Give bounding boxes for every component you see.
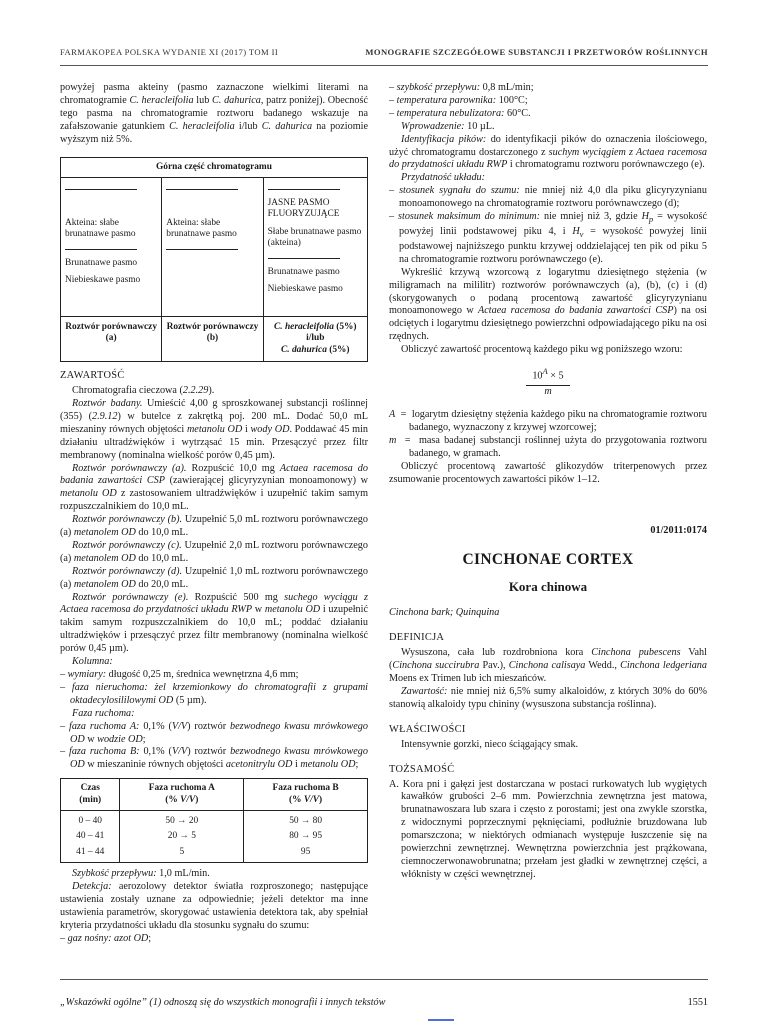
band-text: JASNE PASMO FLUORYZUJĄCE — [267, 197, 340, 220]
intro-paragraph: powyżej pasma akteiny (pasmo zaznaczone wielkimi literami na chromatogramie C. heracleifolia lub C. dahurica, patrz poniżej). Obecność tego pasma na chromatogramie roztworu badanego wskazuje na zafałszowanie gatunkiem C. heracleifolia i/lub C. dahurica na poziomie wyższym niż 5%. — [60, 82, 368, 145]
tlc-bands-table — [60, 157, 368, 363]
paragraph: Przydatność układu: — [401, 172, 486, 184]
english-names: Cinchona bark; Quinquina — [389, 607, 500, 619]
list-item: – temperatura nebulizatora: 60°C. — [389, 107, 531, 119]
paragraph: Faza ruchoma: — [72, 707, 135, 719]
band-text: Niebieskawe pasmo — [65, 275, 141, 286]
list-item: – stosunek sygnału do szumu: nie mniej niż 4,0 dla piku glicyryzynianu monoamonowego na chromatogramie roztworu porównawczego (d); — [389, 185, 707, 210]
paragraph: Intensywnie gorzki, nieco ściągający smak. — [401, 738, 579, 750]
paragraph: Roztwór badany. Umieścić 4,00 g sproszkowanej substancji roślinnej (355) (2.9.12) w butelce z zakrętką poj. 200 mL. Dodać 50,0 mL mieszaniny równych objętości metanolu OD i wody OD. Poddawać 45 min działaniu ultradźwięków i wytrząsać 15 min. Przesączyć przez filtr membranowy (nominalna wielkość porów 0,45 µm). — [60, 397, 368, 461]
table-header: Czas (min) — [61, 779, 120, 811]
paragraph: Chromatografia cieczowa (2.2.29). — [72, 385, 215, 397]
table-row — [61, 811, 368, 830]
paragraph: Roztwór porównawczy (e). Rozpuścić 500 mg suchego wyciągu z Actaea racemosa do przydatności układu RWP w metanolu OD i uzupełnić takim samym rozpuszczalnikiem do 10,0 mL; poddać działaniu ultradźwięków i przesączyć przez filtr membranowy (nominalna wielkość porów 0,45 µm). — [60, 591, 368, 655]
running-header-left: FARMAKOPEA POLSKA WYDANIE XI (2017) TOM II — [60, 47, 279, 57]
tlc-column-ref-a — [61, 177, 162, 316]
definition-item: A = logarytm dziesiętny stężenia każdego piku na chromatogramie roztworu badanego, wyznaczony z krzywej wzorcowej; — [389, 409, 707, 434]
band-text: Słabe brunatnawe pasmo (akteina) — [267, 226, 362, 249]
paragraph: Kolumna: — [72, 656, 113, 668]
list-item: – wymiary: długość 0,25 m, średnica wewnętrzna 4,6 mm; — [60, 669, 299, 680]
table-cell: 20 → 5 — [120, 829, 244, 844]
list-item: – gaz nośny: azot OD; — [60, 932, 152, 944]
monograph-title: CINCHONAE CORTEX — [462, 550, 634, 568]
table-row — [61, 845, 368, 863]
band-text: Brunatnawe pasmo — [267, 266, 340, 277]
table-cell: 50 → 80 — [244, 811, 368, 830]
footer-rule — [60, 979, 708, 980]
list-item: – szybkość przepływu: 0,8 mL/min; — [389, 82, 534, 93]
monograph-subtitle: Kora chinowa — [508, 578, 588, 594]
definition-item: m = masa badanej substancji roślinnej użyta do przygotowania roztworu badanego, w gramach. — [389, 435, 707, 460]
paragraph: Roztwór porównawczy (c). Uzupełnić 2,0 mL roztworu porównawczego (a) metanolem OD do 10,0 mL. — [60, 539, 368, 564]
paragraph: Identyfikacja pików: do identyfikacji pików do oznaczenia ilościowego, użyć chromatogramu dostarczonego z suchym wyciągiem z Actaea racemosa do przydatności układu RWP i chromatogramu roztworu porównawczego (e). — [389, 133, 708, 171]
table-cell: 5 — [120, 845, 244, 863]
page-number: 1551 — [687, 997, 708, 1008]
section-heading-definition: DEFINICJA — [389, 632, 445, 644]
link-marker[interactable] — [428, 1019, 454, 1021]
paragraph: Roztwór porównawczy (a). Rozpuścić 10,0 mg Actaea racemosa do badania zawartości CSP (zawierającej glicyryzynian monoamonowy) w metanolu OD z zastosowaniem ultradźwięków i uzupełnić takim samym rozpuszczalnikiem do 10,0 mL. — [60, 462, 368, 513]
table-heading: Górna część chromatogramu — [61, 157, 368, 177]
paragraph: Wprowadzenie: 10 µL. — [401, 120, 495, 132]
running-header-right: MONOGRAFIE SZCZEGÓŁOWE SUBSTANCJI I PRZETWORÓW ROŚLINNYCH — [365, 47, 708, 57]
monograph-id: 01/2011:0174 — [650, 524, 707, 536]
paragraph: Roztwór porównawczy (b). Uzupełnić 5,0 mL roztworu porównawczego (a) metanolem OD do 10,0 mL. — [60, 514, 368, 539]
list-item: – stosunek maksimum do minimum: nie mniej niż 3, gdzie $H_p$ = wysokość powyżej linii podstawowej piku 4, i $H_v$ = wysokość powyżej linii podstawowej najniższego punktu krzywej oddzielającej ten pik od piku 5 na chromatogramie roztworu porównawczego (e). — [389, 211, 707, 265]
band-text: Akteina: słabe brunatnawe pasmo — [65, 217, 136, 240]
paragraph: A. Kora pni i gałęzi jest dostarczana w postaci rurkowatych lub wygiętych kawałków grubości 2–6 mm. Powierzchnia zewnętrzna jest matowa, brunatnawoszara lub szara i często z porostami; jest ona zwykle szorstka, z widocznymi poprzecznymi pęknięciami, podłużnie bruzdowana lub pomarszczona; w niektórych odmianach występuje łuszczenie się na powierzchni zewnętrznej. Wewnętrzna powierzchnia jest prążkowana, ciemnoczerwonawobrunatna; przełam jest gładki w zewnętrznej części, a włóknisty w części wewnętrznej. — [389, 778, 707, 880]
section-heading-properties: WŁAŚCIWOŚCI — [389, 723, 466, 735]
tlc-column-test — [263, 177, 367, 316]
tlc-column-ref-b — [162, 177, 263, 316]
band-text: Akteina: słabe brunatnawe pasmo — [166, 217, 237, 240]
paragraph: Wysuszona, cała lub rozdrobniona kora Cinchona pubescens Vahl (Cinchona succirubra Pav.), Cinchona calisaya Wedd., Cinchona ledgeriana Moens ex Trimen lub ich mieszańców. — [389, 647, 707, 685]
band-text: Brunatnawe pasmo — [65, 257, 138, 268]
paragraph: Obliczyć zawartość procentową każdego piku wg poniższego wzoru: — [401, 344, 683, 356]
band-text: Niebieskawe pasmo — [267, 283, 343, 294]
table-cell: 80 → 95 — [244, 829, 368, 844]
list-item: – faza ruchoma B: 0,1% (V/V) roztwór bezwodnego kwasu mrówkowego OD w mieszaninie równych objętości acetonitrylu OD i metanolu OD; — [60, 746, 368, 771]
formula-numerator: $10^A \times 5$ — [526, 365, 569, 386]
paragraph: Zawartość: nie mniej niż 6,5% sumy alkaloidów, z których 30% do 60% stanowią alkaloidy typu chininy (wysuszona substancja roślinna). — [389, 685, 707, 710]
header-rule — [60, 65, 708, 66]
paragraph: Roztwór porównawczy (d). Uzupełnić 1,0 mL roztworu porównawczego (a) metanolem OD do 20,0 mL. — [60, 565, 368, 590]
table-header: Faza ruchoma B (% V/V) — [244, 779, 368, 811]
footer-test: C. heracleifolia (5%) i/lub C. dahurica (5%) — [263, 316, 367, 361]
paragraph: Wykreślić krzywą wzorcową z logarytmu dziesiętnego stężenia (w miligramach na mililitr) roztworów porównawczych (a), (b), (c) i (d) (skorygowanych o podaną procentową zawartość glicyryzynianu monoamonowego w Actaea racemosa do badania zawartości CSP) na osi odciętych i logarytmu dziesiętnego powierzchni odpowiadającego piku na osi rzędnych. — [389, 266, 707, 343]
list-item: – temperatura parownika: 100°C; — [389, 94, 528, 106]
gradient-table — [60, 778, 368, 863]
list-item: – faza nieruchoma: żel krzemionkowy do chromatografii z grupami oktadecylosililowymi OD (5 µm). — [60, 681, 369, 706]
paragraph: Detekcja: aerozolowy detektor światła rozproszonego; następujące ustawienia zostały uznane za odpowiednie; jeżeli detektor ma inne ustawienia parametrów, skorygować ustawienia detektora tak, aby spełniał kryteria przydatności układu dla stosunku sygnału do szumu: — [60, 881, 368, 931]
table-cell: 0 – 40 — [78, 816, 102, 827]
table-cell: 41 – 44 — [76, 846, 105, 857]
formula — [389, 365, 707, 399]
table-cell: 95 — [244, 845, 368, 863]
footer-note: „Wskazówki ogólne” (1) odnoszą się do wszystkich monografii i innych tekstów — [60, 997, 386, 1008]
section-heading-assay: ZAWARTOŚĆ — [60, 370, 125, 382]
table-cell: 50 → 20 — [120, 811, 244, 830]
right-column — [389, 82, 707, 882]
formula-denominator: m — [544, 386, 552, 398]
left-column — [60, 82, 368, 946]
table-header: Faza ruchoma A (% V/V) — [120, 779, 244, 811]
paragraph: Szybkość przepływu: 1,0 mL/min. — [72, 868, 210, 880]
footer-ref-a: Roztwór porównawczy (a) — [61, 316, 162, 361]
footer-ref-b: Roztwór porównawczy (b) — [162, 316, 263, 361]
section-heading-identity: TOŻSAMOŚĆ — [389, 763, 455, 775]
table-row — [61, 829, 368, 844]
table-cell: 40 – 41 — [76, 831, 105, 842]
paragraph: Obliczyć procentową zawartość glikozydów triterpenowych przez zsumowanie procentowych zawartości pików 1–12. — [389, 460, 707, 485]
list-item: – faza ruchoma A: 0,1% (V/V) roztwór bezwodnego kwasu mrówkowego OD w wodzie OD; — [60, 720, 368, 745]
